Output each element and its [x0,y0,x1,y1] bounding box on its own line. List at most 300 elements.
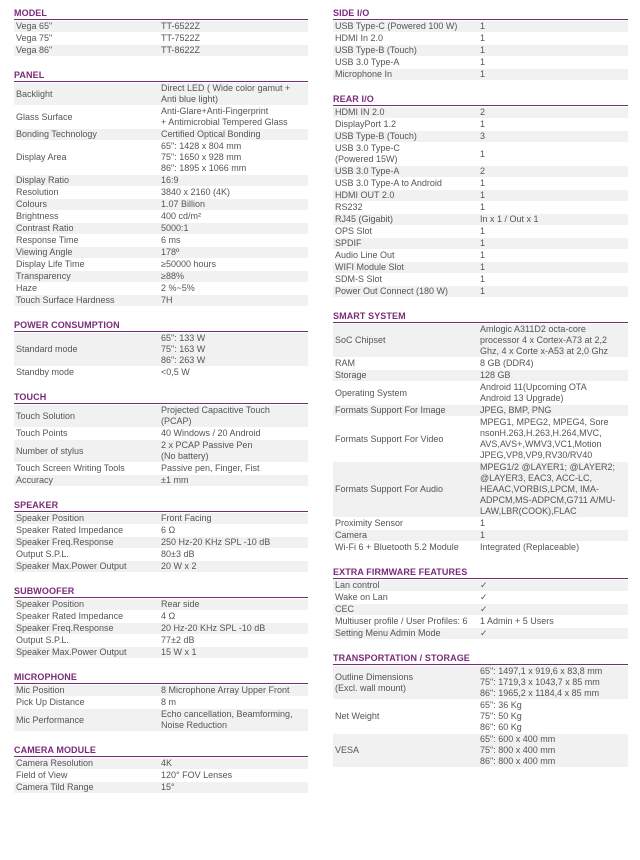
spec-value-line: 16:9 [161,175,179,185]
spec-label: RJ45 (Gigabit) [335,214,394,224]
spec-row [333,405,628,417]
spec-value-line: 77±2 dB [161,635,195,645]
section-model [14,8,308,57]
section-title: SUBWOOFER [14,586,308,598]
section-title: TOUCH [14,392,308,404]
spec-value-line: 75": 1650 x 928 mm [161,152,242,162]
spec-row [14,83,308,106]
section-rear-i-o [333,94,628,298]
spec-value [161,475,308,486]
spec-value [480,190,628,201]
spec-value-line: Projected Capacitive Touch [161,405,270,415]
spec-row [333,530,628,542]
spec-label: USB Type-B (Touch) [335,45,417,55]
spec-value [480,238,628,249]
spec-row [14,513,308,525]
spec-value-line: 1 [480,530,486,540]
spec-value-line: 86": 800 x 400 mm [480,756,556,766]
spec-value [480,226,628,237]
spec-row [333,202,628,214]
spec-row [333,592,628,604]
spec-label: Speaker Rated Impedance [16,525,124,535]
spec-value [480,462,628,517]
section-title: PANEL [14,70,308,82]
spec-label: Touch Surface Hardness [16,295,115,305]
spec-value-line: 8 m [161,697,177,707]
spec-row [14,561,308,573]
spec-value-line: 4 Ω [161,611,176,621]
spec-value-line: 1.07 Billion [161,199,206,209]
spec-label: Power Out Connect (180 W) [335,286,449,296]
spec-row [333,262,628,274]
spec-row [333,131,628,143]
spec-rows [333,20,628,81]
spec-value-line: 4K [161,758,173,768]
spec-value-line: 1 [480,274,486,284]
spec-label: Output S.P.L. [16,549,69,559]
spec-label: Formats Support For Image [335,405,446,415]
spec-label: Speaker Rated Impedance [16,611,124,621]
section-subwoofer [14,586,308,659]
spec-label: Lan control [335,580,380,590]
spec-label: Speaker Freq.Response [16,623,114,633]
spec-value-line: 7H [161,295,173,305]
spec-label: Speaker Freq.Response [16,537,114,547]
spec-label: Touch Solution [16,410,76,421]
spec-value [161,513,308,524]
spec-label: Vega 65" [16,21,53,31]
spec-value-line: HEAAC,VORBIS,LPCM, IMA- [480,484,600,494]
spec-row [333,616,628,628]
spec-value-line: 1 [480,238,486,248]
spec-value-line: 1 [480,286,486,296]
spec-value-line: In x 1 / Out x 1 [480,214,539,224]
section-title: REAR I/O [333,94,628,106]
section-side-i-o [333,8,628,81]
section-title: MICROPHONE [14,672,308,684]
spec-value-line: @LAYER3, EAC3, ACC-LC, [480,473,593,483]
spec-label: Vega 86" [16,45,53,55]
spec-value-line: 1 [480,57,486,67]
spec-row [333,286,628,298]
spec-row [333,666,628,700]
spec-value-line: 75": 1719,3 x 1043,7 x 85 mm [480,677,600,687]
spec-rows [333,106,628,298]
section-title: SIDE I/O [333,8,628,20]
spec-value-line: Amlogic A311D2 octa-core [480,324,586,334]
spec-value [161,428,308,439]
spec-value [480,178,628,189]
section-title: POWER CONSUMPTION [14,320,308,332]
spec-value-line: Anti-Glare+Anti-Fingerprint [161,106,269,116]
spec-value-line: 2 [480,166,486,176]
spec-value [480,250,628,261]
spec-row [333,238,628,250]
spec-row [14,770,308,782]
section-touch [14,392,308,487]
section-smart-system [333,311,628,554]
spec-value [480,107,628,118]
spec-value-line: TT-8622Z [161,45,201,55]
spec-value-line: 40 Windows / 20 Android [161,428,261,438]
spec-value [161,283,308,294]
spec-label: Haze [16,283,38,293]
spec-row [333,274,628,286]
spec-value [480,734,628,767]
spec-value-line: 128 GB [480,370,511,380]
spec-row [14,106,308,129]
spec-value-line: 8 Microphone Array Upper Front [161,685,290,695]
spec-row [14,21,308,33]
spec-value-line: 20 Hz-20 KHz SPL -10 dB [161,623,266,633]
spec-rows [333,323,628,554]
spec-value [480,57,628,68]
spec-value-line: 3840 x 2160 (4K) [161,187,231,197]
spec-value [480,382,628,404]
spec-row [14,283,308,295]
spec-value [480,580,628,591]
section-title: SPEAKER [14,500,308,512]
spec-value-line: 1 [480,69,486,79]
spec-value-line: 2 [480,107,486,117]
spec-label: USB Type-C (Powered 100 W) [335,21,458,31]
spec-value [161,697,308,708]
spec-value-line: Android 11(Upcoming OTA [480,382,587,392]
spec-rows [14,757,308,794]
section-title: CAMERA MODULE [14,745,308,757]
spec-value-line: 1 [480,178,486,188]
spec-value [161,259,308,270]
spec-value-line: 400 cd/m² [161,211,202,221]
spec-row [333,45,628,57]
spec-value-line: 75": 163 W [161,344,206,354]
spec-value-line: 1 [480,226,486,236]
spec-label: DisplayPort 1.2 [335,119,397,129]
spec-label: Wake on Lan [335,592,388,602]
spec-value-line: Ghz, 4 x Corte x-A53 at 2,0 Ghz [480,346,609,356]
spec-row [14,199,308,211]
spec-value-line: 6 Ω [161,525,176,535]
spec-label: Camera Tild Range [16,782,94,792]
spec-row [333,542,628,554]
spec-row [14,685,308,697]
spec-label: Outline Dimensions (Excl. wall mount) [335,671,414,693]
spec-label: Touch Points [16,428,68,438]
spec-value [480,21,628,32]
spec-value-line: Rear side [161,599,200,609]
spec-value [480,202,628,213]
spec-value [480,666,628,699]
spec-value-line: ✓ [480,580,488,590]
spec-label: Wi-Fi 6 + Bluetooth 5.2 Module [335,542,459,552]
spec-value [161,561,308,572]
spec-label: Microphone In [335,69,393,79]
spec-row [333,21,628,33]
left-column [14,8,308,807]
spec-value-line: 1 [480,21,486,31]
spec-row [14,141,308,175]
spec-label: RS232 [335,202,363,212]
spec-label: Formats Support For Video [335,433,444,444]
spec-row [333,518,628,530]
spec-row [14,187,308,199]
spec-value-line: Noise Reduction [161,720,228,730]
spec-value [480,274,628,285]
spec-row [14,367,308,379]
spec-row [14,247,308,259]
spec-row [14,45,308,57]
spec-row [14,475,308,487]
spec-value-line: 15° [161,782,175,792]
spec-row [333,107,628,119]
spec-row [14,709,308,732]
spec-value-line: 86": 1895 x 1066 mm [161,163,247,173]
spec-value [161,211,308,222]
spec-row [333,700,628,734]
spec-value [161,599,308,610]
spec-value-line: JPEG,VP8,VP9,RV30/RV40 [480,450,593,460]
spec-label: HDMI In 2.0 [335,33,384,43]
spec-value [161,21,308,32]
spec-value-line: ≥50000 hours [161,259,216,269]
spec-value [161,223,308,234]
spec-value [161,295,308,306]
spec-value [161,129,308,140]
spec-value-line: <0,5 W [161,367,190,377]
spec-rows [14,512,308,573]
spec-value [161,549,308,560]
spec-label: Colours [16,199,48,209]
spec-value [480,33,628,44]
spec-value [480,214,628,225]
spec-row [14,463,308,475]
spec-row [333,324,628,358]
spec-value [161,647,308,658]
spec-label: USB 3.0 Type-A [335,166,400,176]
spec-value-line: AVS,AVS+,WMV3,VC1,Motion [480,439,602,449]
section-transportation-storage [333,653,628,768]
spec-row [333,226,628,238]
spec-value-line: 65": 1497,1 x 919,6 x 83,8 mm [480,666,603,676]
spec-value-line: 75": 50 Kg [480,711,522,721]
spec-row [14,259,308,271]
spec-label: Proximity Sensor [335,518,404,528]
spec-value [480,143,628,165]
spec-label: Standard mode [16,344,78,354]
spec-value-line: 1 [480,518,486,528]
spec-label: OPS Slot [335,226,373,236]
spec-label: Accuracy [16,475,54,485]
spec-label: RAM [335,358,355,368]
spec-label: Output S.P.L. [16,635,69,645]
spec-value-line: Echo cancellation, Beamforming, [161,709,293,719]
spec-row [333,417,628,462]
spec-value [480,604,628,615]
spec-row [333,580,628,592]
spec-label: Number of stylus [16,445,84,456]
spec-label: CEC [335,604,355,614]
spec-value [480,324,628,357]
spec-label: Speaker Max.Power Output [16,647,127,657]
spec-value [480,119,628,130]
spec-value-line: MPEG1, MPEG2, MPEG4, Sore [480,417,609,427]
spec-label: Setting Menu Admin Mode [335,628,441,638]
spec-value-line: 120° FOV Lenses [161,770,233,780]
spec-value [161,611,308,622]
spec-row [14,599,308,611]
spec-value-line: ✓ [480,604,488,614]
spec-value-line: 15 W x 1 [161,647,197,657]
spec-label: Pick Up Distance [16,697,85,707]
spec-value [161,623,308,634]
spec-label: SoC Chipset [335,335,386,345]
spec-rows [14,404,308,487]
spec-row [333,370,628,382]
spec-label: Display Area [16,152,67,162]
spec-value [161,782,308,793]
spec-value-line: ✓ [480,592,488,602]
spec-row [14,271,308,283]
spec-row [14,697,308,709]
spec-label: HDMI OUT 2.0 [335,190,395,200]
spec-row [14,175,308,187]
spec-label: SDM-S Slot [335,274,383,284]
spec-label: USB 3.0 Type-C (Powered 15W) [335,143,400,164]
spec-row [333,178,628,190]
spec-row [333,462,628,518]
spec-value-line: 75": 800 x 400 mm [480,745,556,755]
spec-row [14,611,308,623]
section-microphone [14,672,308,732]
section-extra-firmware-features [333,567,628,640]
spec-label: Response Time [16,235,79,245]
spec-value-line: Android 13 Upgrade) [480,393,564,403]
spec-value [161,525,308,536]
spec-label: Operating System [335,387,408,398]
spec-value [480,592,628,603]
spec-row [14,758,308,770]
spec-label: Touch Screen Writing Tools [16,463,125,473]
spec-value [161,635,308,646]
spec-row [14,129,308,141]
spec-value-line: 80±3 dB [161,549,195,559]
spec-value-line: MPEG1/2 @LAYER1; @LAYER2; [480,462,615,472]
spec-row [333,628,628,640]
spec-row [333,119,628,131]
spec-value-line: Integrated (Replaceable) [480,542,580,552]
spec-value-line: 1 [480,262,486,272]
spec-value [480,69,628,80]
section-camera-module [14,745,308,794]
spec-value-line: nsonH.263,H.263,H.264,MVC, [480,428,602,438]
spec-label: WIFI Module Slot [335,262,405,272]
spec-value [480,530,628,541]
spec-row [14,549,308,561]
spec-label: Speaker Position [16,513,85,523]
spec-row [333,734,628,768]
spec-value-line: ADPCM,MS-ADPCM,G711 A/MU- [480,495,616,505]
spec-value-line: 1 [480,148,486,159]
spec-label: Field of View [16,770,68,780]
spec-value [161,537,308,548]
spec-row [14,525,308,537]
spec-value-line: Passive pen, Finger, Fist [161,463,260,473]
spec-label: Mic Position [16,685,65,695]
spec-value [161,175,308,186]
spec-value-line: processor 4 x Cortex-A73 at 2,2 [480,335,608,345]
section-title: SMART SYSTEM [333,311,628,323]
spec-value [161,45,308,56]
spec-value-line: (No battery) [161,451,209,461]
spec-label: Brightness [16,211,59,221]
spec-row [14,33,308,45]
spec-value [480,131,628,142]
spec-value-line: 20 W x 2 [161,561,197,571]
spec-label: Audio Line Out [335,250,395,260]
spec-value [161,247,308,258]
spec-label: Resolution [16,187,59,197]
spec-row [14,333,308,367]
spec-value [480,262,628,273]
spec-rows [14,82,308,307]
spec-value [480,417,628,461]
spec-row [333,57,628,69]
spec-rows [14,684,308,732]
spec-value-line: Direct LED ( Wide color gamut + [161,83,291,93]
spec-value-line: 1 [480,119,486,129]
spec-value-line: 2 x PCAP Passive Pen [161,440,253,450]
spec-label: Multiuser profile / User Profiles: 6 [335,616,468,626]
spec-label: Transparency [16,271,71,281]
spec-row [14,635,308,647]
spec-label: Camera [335,530,368,540]
spec-rows [333,579,628,640]
spec-row [14,782,308,794]
section-title: EXTRA FIRMWARE FEATURES [333,567,628,579]
spec-value [161,367,308,378]
spec-value-line: Anti blue light) [161,94,219,104]
spec-row [14,211,308,223]
spec-label: USB 3.0 Type-A to Android [335,178,442,188]
spec-label: Viewing Angle [16,247,73,257]
spec-value-line: 65": 133 W [161,333,206,343]
spec-value [161,83,308,105]
spec-value-line: 65": 36 Kg [480,700,522,710]
spec-rows [333,665,628,768]
spec-value-line: Front Facing [161,513,212,523]
spec-label: Net Weight [335,711,380,721]
spec-value [480,616,628,627]
spec-value [480,370,628,381]
spec-label: Vega 75" [16,33,53,43]
right-column [333,8,628,781]
spec-value [480,358,628,369]
spec-row [333,166,628,178]
spec-value-line: 250 Hz-20 KHz SPL -10 dB [161,537,271,547]
spec-row [333,69,628,81]
spec-rows [14,598,308,659]
spec-label: Contrast Ratio [16,223,74,233]
spec-label: Camera Resolution [16,758,94,768]
spec-value-line: 1 [480,202,486,212]
spec-value-line: TT-6522Z [161,21,201,31]
spec-label: Glass Surface [16,111,73,122]
spec-row [333,358,628,370]
spec-value-line: ±1 mm [161,475,189,485]
spec-value [480,286,628,297]
spec-row [333,250,628,262]
spec-value-line: 178º [161,247,180,257]
